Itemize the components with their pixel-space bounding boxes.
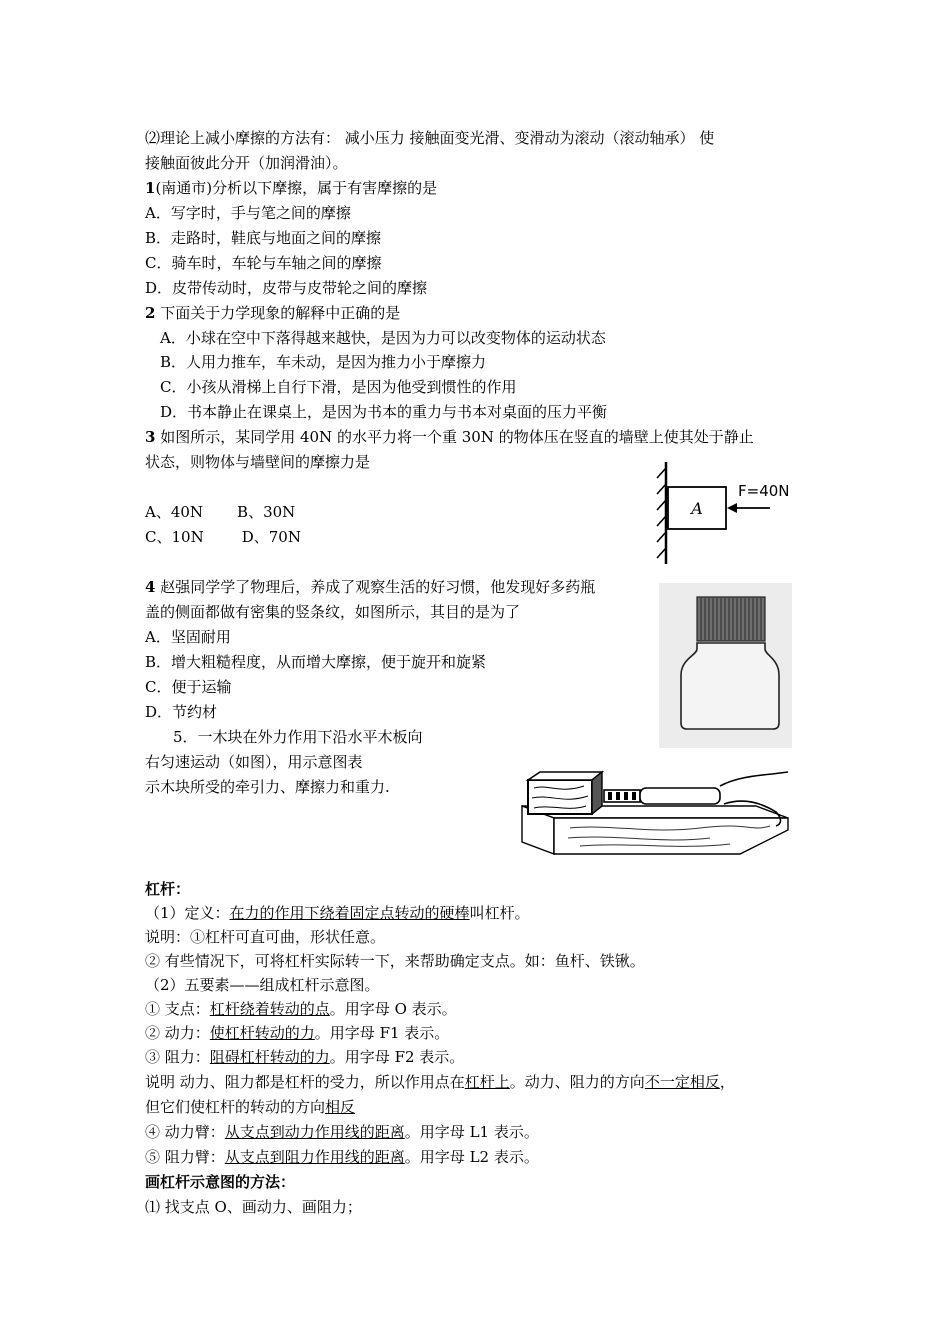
q3-option-b: B、30N <box>237 503 296 521</box>
q2-option-a: A．小球在空中下落得越来越快，是因为力可以改变物体的运动状态 <box>160 329 606 347</box>
wood-block-figure <box>520 768 790 856</box>
q2-number: 2 <box>145 304 156 322</box>
force-arrow-head <box>727 503 737 513</box>
q4-option-c: C．便于运输 <box>145 678 232 696</box>
fulcrum-prefix: ① 支点： <box>145 1000 210 1018</box>
def-underlined: 在力的作用下绕着固定点转动的硬棒 <box>229 904 470 922</box>
bottle-body <box>681 643 779 729</box>
expl-part-a: 说明 动力、阻力都是杠杆的受力，所以作用点在 <box>145 1073 465 1091</box>
q3-number: 3 <box>145 428 156 446</box>
effort-arm-underlined: 从支点到动力作用线的距离 <box>224 1123 405 1141</box>
q3-option-d: D、70N <box>241 528 301 546</box>
wood-block-side <box>592 772 602 814</box>
lever-note-1: 说明：①杠杆可直可曲，形状任意。 <box>145 928 386 946</box>
q4-number: 4 <box>145 578 156 596</box>
q2-option-d: D．书本静止在课桌上，是因为书本的重力与书本对桌面的压力平衡 <box>160 403 608 421</box>
resistance-arm-underlined: 从支点到阻力作用线的距离 <box>224 1148 405 1166</box>
q2-stem <box>145 302 400 324</box>
intro-line-1: ⑵理论上减小摩擦的方法有： 减小压力 接触面变光滑、变滑动为滚动（滚动轴承） 使 <box>145 129 715 147</box>
effort-prefix: ② 动力： <box>145 1024 210 1042</box>
resistance-arm-suffix: 。用字母 L2 表示。 <box>404 1148 539 1166</box>
fulcrum-suffix: 。用字母 O 表示。 <box>329 1000 457 1018</box>
lever-explanation-2 <box>145 1096 355 1118</box>
q1-number: 1 <box>145 179 156 197</box>
q3-options-cd <box>145 526 301 548</box>
q3-option-a: A、40N <box>145 503 204 521</box>
expl-part-b: 。动力、阻力的方向 <box>509 1073 645 1091</box>
effort-arm-suffix: 。用字母 L1 表示。 <box>404 1123 539 1141</box>
resistance-prefix: ③ 阻力： <box>145 1048 210 1066</box>
lever-heading: 杠杆： <box>145 880 191 898</box>
q1-option-d: D．皮带传动时，皮带与皮带轮之间的摩擦 <box>145 279 428 297</box>
expl-underlined-1: 杠杆上 <box>464 1073 510 1091</box>
q1-stem <box>145 177 437 199</box>
wood-block-top <box>528 772 602 780</box>
lever-resistance <box>145 1046 464 1068</box>
q3-stem-1 <box>145 426 754 448</box>
expl2-part-a: 但它们使杠杆的转动的方向 <box>145 1098 326 1116</box>
q1-option-a: A．写字时，手与笔之间的摩擦 <box>145 204 351 222</box>
lever-resistance-arm <box>145 1146 539 1168</box>
q3-option-c: C、10N <box>145 528 204 546</box>
q2-stem-text: 下面关于力学现象的解释中正确的是 <box>155 304 401 322</box>
intro-line-2: 接触面彼此分开（加润滑油）。 <box>145 154 348 172</box>
q3-stem-2: 状态，则物体与墙壁间的摩擦力是 <box>145 453 371 471</box>
lever-definition <box>145 902 530 924</box>
def-prefix: （1）定义： <box>145 904 230 922</box>
bottle-cap <box>697 597 765 641</box>
block-label: A <box>691 499 703 518</box>
lever-effort <box>145 1022 449 1044</box>
lever-method-heading: 画杠杆示意图的方法： <box>145 1173 296 1191</box>
q5-line-3: 示木块所受的牵引力、摩擦力和重力. <box>145 778 390 796</box>
q2-option-b: B．人用力推车，车未动，是因为推力小于摩擦力 <box>160 353 487 371</box>
wall-block-figure <box>650 460 810 566</box>
effort-suffix: 。用字母 F1 表示。 <box>314 1024 450 1042</box>
q4-stem-2: 盖的侧面都做有密集的竖条纹，如图所示，其目的是为了 <box>145 603 521 621</box>
medicine-bottle-figure <box>659 583 792 748</box>
lever-effort-arm <box>145 1121 539 1143</box>
q4-stem-text: 赵强同学学了物理后，养成了观察生活的好习惯，他发现好多药瓶 <box>155 578 596 596</box>
resistance-underlined: 阻碍杠杆转动的力 <box>209 1048 330 1066</box>
q4-option-a: A．坚固耐用 <box>145 628 231 646</box>
expl-underlined-2: 不一定相反 <box>644 1073 720 1091</box>
lever-five-elements: （2）五要素——组成杠杆示意图。 <box>145 976 380 994</box>
q1-stem-text: (南通市)分析以下摩擦，属于有害摩擦的是 <box>155 179 438 197</box>
q3-stem-text: 如图所示，某同学用 40N 的水平力将一个重 30N 的物体压在竖直的墙壁上使其处于静止 <box>155 428 754 446</box>
wall-hatching <box>657 468 666 558</box>
q1-option-c: C．骑车时，车轮与车轴之间的摩擦 <box>145 254 382 272</box>
effort-underlined: 使杠杆转动的力 <box>209 1024 315 1042</box>
fulcrum-underlined: 杠杆绕着转动的点 <box>209 1000 330 1018</box>
effort-arm-prefix: ④ 动力臂： <box>145 1123 225 1141</box>
lever-fulcrum <box>145 998 457 1020</box>
q2-option-c: C．小孩从滑梯上自行下滑，是因为他受到惯性的作用 <box>160 378 517 396</box>
q4-option-b: B．增大粗糙程度，从而增大摩擦，便于旋开和旋紧 <box>145 653 487 671</box>
q5-line-2: 右匀速运动（如图），用示意图表 <box>145 753 363 771</box>
scale-body <box>640 788 720 804</box>
lever-explanation-1 <box>145 1071 735 1093</box>
q5-line-1: 5．一木块在外力作用下沿水平木板向 <box>173 728 423 746</box>
resistance-suffix: 。用字母 F2 表示。 <box>329 1048 465 1066</box>
board-front <box>554 818 788 854</box>
q1-option-b: B．走路时，鞋底与地面之间的摩擦 <box>145 229 382 247</box>
q4-option-d: D．节约材 <box>145 703 218 721</box>
q4-stem-1 <box>145 576 595 598</box>
lever-note-2: ② 有些情况下，可将杠杆实际转一下，来帮助确定支点。如：鱼杆、铁锹。 <box>145 952 645 970</box>
def-suffix: 叫杠杆。 <box>469 904 530 922</box>
force-label: F=40N <box>738 482 790 500</box>
expl-part-c: ， <box>719 1073 735 1091</box>
lever-method-step-1: ⑴ 找支点 O、画动力、画阻力； <box>145 1198 362 1216</box>
expl2-underlined: 相反 <box>325 1098 356 1116</box>
q3-options-ab <box>145 501 295 523</box>
resistance-arm-prefix: ⑤ 阻力臂： <box>145 1148 225 1166</box>
